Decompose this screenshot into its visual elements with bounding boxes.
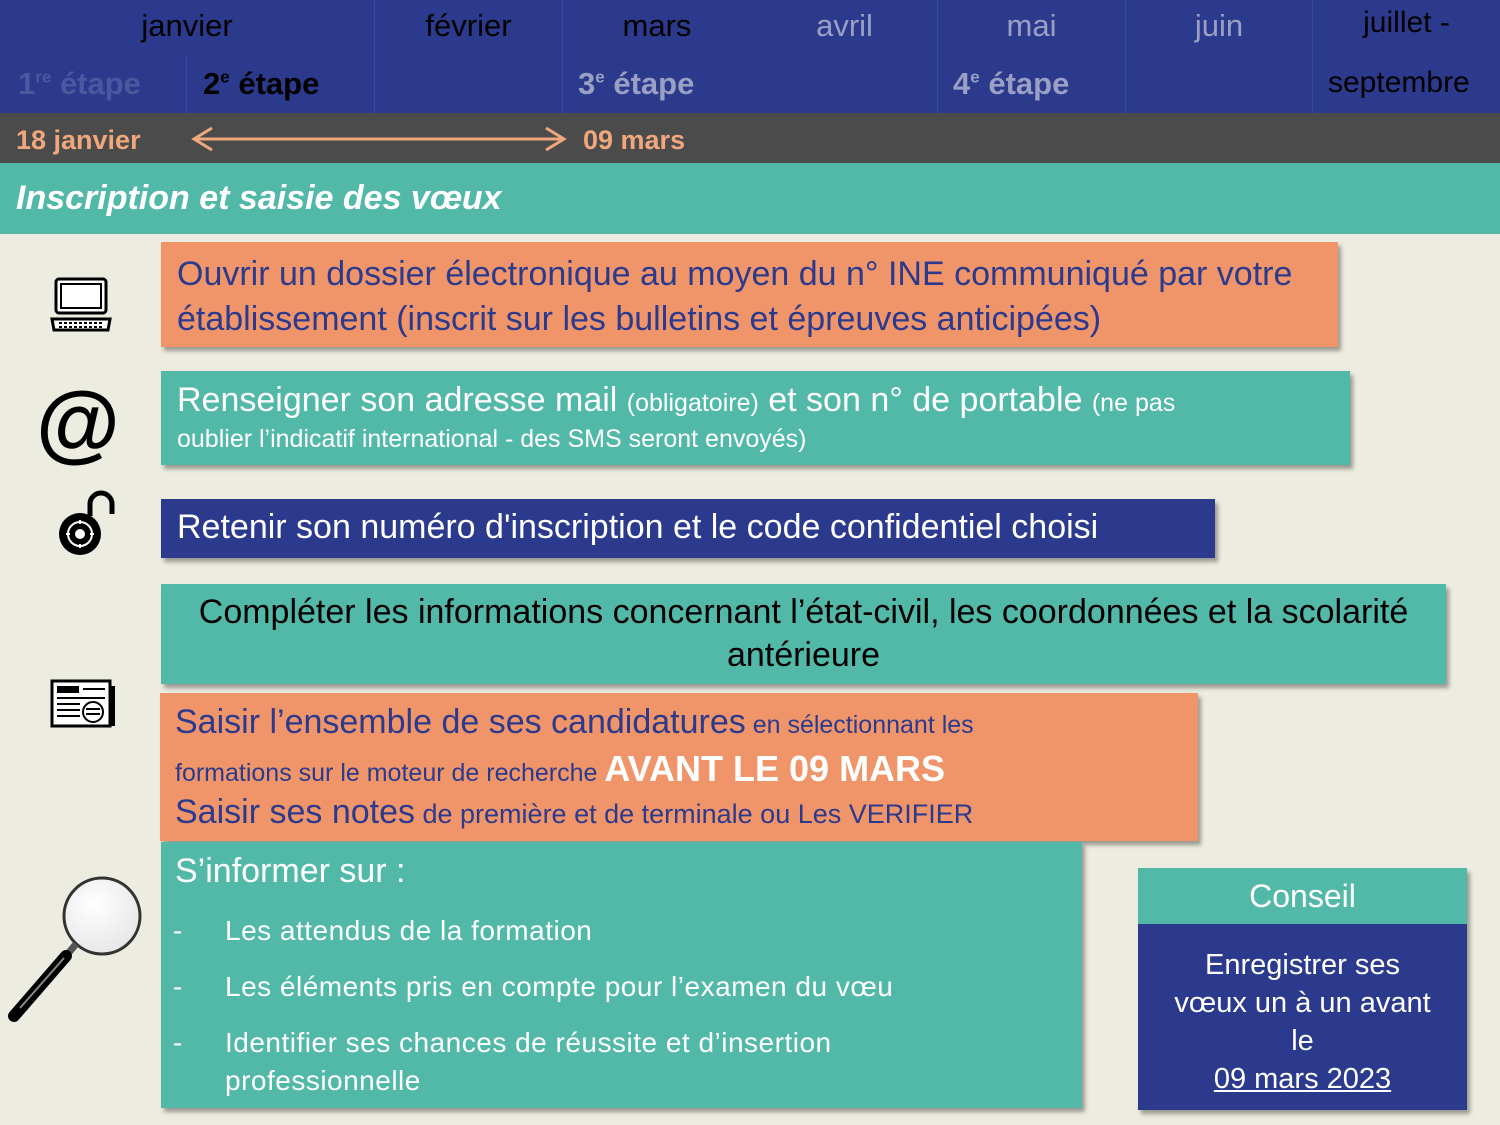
step-candidatures — [160, 693, 1198, 841]
notes-main: Saisir ses notes — [175, 793, 415, 831]
month-juillet: juillet - — [1363, 6, 1450, 39]
candidatures-detail: en sélectionnant les — [745, 711, 974, 739]
conseil-line: vœux un à un avant — [1174, 987, 1431, 1019]
phone-note-start: (ne pas — [1091, 389, 1176, 417]
conseil-date: 09 mars 2023 — [1213, 1063, 1392, 1095]
padlock-icon — [58, 490, 118, 558]
stage2-label: 2e étape — [203, 66, 320, 101]
stage1-label: 1re étape — [18, 66, 141, 101]
conseil-body — [1138, 924, 1467, 1110]
bullet-dash: - — [173, 915, 183, 946]
informer-item-text: Les attendus de la formation — [225, 915, 593, 946]
month-juin: juin — [1194, 8, 1244, 43]
stage4-label: 4e étape — [953, 66, 1070, 101]
month-column-fevrier — [375, 0, 563, 113]
step-contact-line2: oublier l’indicatif international - des SMS seront envoyés) — [177, 425, 807, 453]
start-date: 18 janvier — [16, 125, 141, 155]
informer-item-text: Identifier ses chances de réussite et d’insertion — [225, 1027, 832, 1058]
conseil-heading: Conseil — [1249, 878, 1356, 914]
notes-line — [175, 793, 973, 832]
conseil-box — [1138, 868, 1467, 1110]
month-janvier: janvier — [141, 8, 233, 43]
date-range-band — [0, 113, 1500, 163]
section-title: Inscription et saisie des vœux — [16, 179, 502, 217]
month-column-juin — [1126, 0, 1313, 113]
conseil-line: Enregistrer ses — [1204, 949, 1400, 981]
conseil-text — [1138, 946, 1467, 1098]
end-date: 09 mars — [583, 125, 686, 155]
double-arrow-icon — [190, 125, 570, 153]
candidatures-line1 — [175, 703, 974, 742]
section-title-bar — [0, 163, 1500, 234]
step-contact-line1 — [177, 381, 1175, 420]
magnifier-icon — [6, 872, 148, 1024]
bullet-dash: - — [173, 971, 183, 1002]
mail-mandatory-note: (obligatoire) — [626, 389, 759, 417]
step-etat-civil-text: Compléter les informations concernant l’état-civil, les coordonnées et la scolarité antérieure — [198, 593, 1409, 674]
conseil-header — [1138, 868, 1467, 924]
stage-septembre: septembre — [1328, 66, 1470, 99]
month-mai: mai — [1006, 8, 1057, 43]
step-contact-info — [161, 371, 1350, 465]
mail-main-text: Renseigner son adresse mail — [177, 381, 627, 419]
candidatures-search-engine: formations sur le moteur de recherche — [175, 759, 605, 787]
step-open-dossier-text: Ouvrir un dossier électronique au moyen du n° INE communiqué par votre établissement (inscrit sur les bulletins et épreuves anticipées) — [177, 255, 1293, 338]
step-retain-code — [161, 499, 1215, 558]
timeline-header — [0, 0, 1500, 113]
step-etat-civil — [161, 584, 1446, 684]
month-mars: mars — [622, 8, 692, 43]
step-informer — [161, 842, 1082, 1108]
laptop-icon — [50, 277, 112, 333]
candidatures-main: Saisir l’ensemble de ses candidatures — [175, 703, 746, 741]
month-fevrier: février — [425, 8, 512, 43]
step-retain-code-text: Retenir son numéro d'inscription et le code confidentiel choisi — [177, 508, 1099, 546]
phone-main-text: et son n° de portable — [758, 381, 1092, 419]
at-sign-icon: @ — [36, 375, 120, 471]
month-avril: avril — [816, 8, 873, 43]
newspaper-icon — [50, 678, 118, 730]
bullet-dash: - — [173, 1027, 183, 1058]
informer-item-text: Les éléments pris en compte pour l’examen du vœu — [225, 971, 894, 1002]
candidatures-deadline: AVANT LE 09 MARS — [604, 748, 946, 789]
notes-detail: de première et de terminale ou Les VERIFIER — [415, 799, 974, 829]
informer-item-text: professionnelle — [225, 1065, 421, 1096]
step-open-dossier — [161, 242, 1338, 347]
stage3-label: 3e étape — [578, 66, 695, 101]
candidatures-line2 — [175, 748, 945, 790]
conseil-line: le — [1291, 1025, 1314, 1057]
informer-heading: S’informer sur : — [175, 852, 406, 890]
